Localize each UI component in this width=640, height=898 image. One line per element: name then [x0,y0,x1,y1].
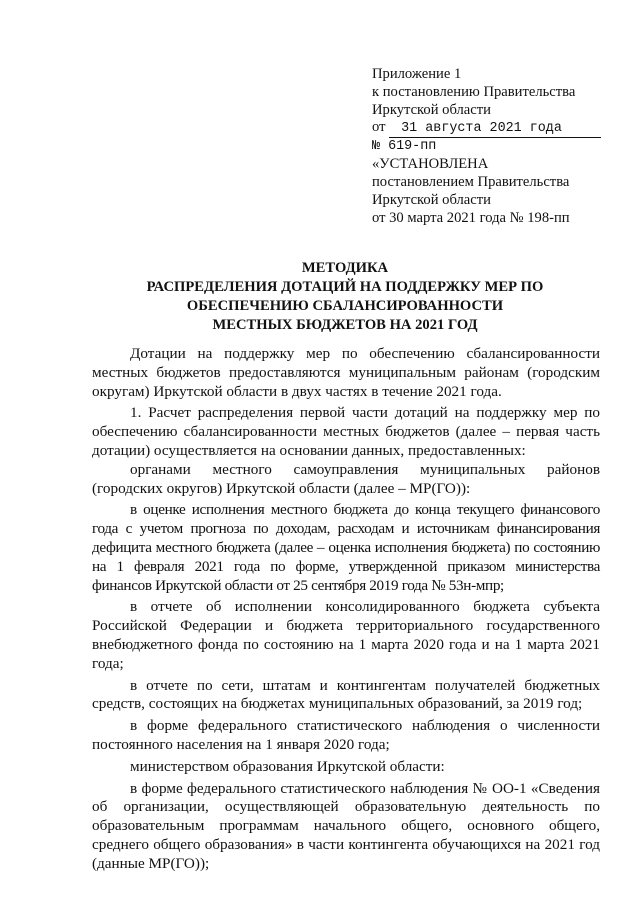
paragraph-oo1-form: в форме федерального статистического наблюдения № ОО-1 «Сведения об организации, осуществляющей образовательную деятельность по образовательным программам начального общего, основного общего, среднего общего образования» в части контингента обучающихся на 2021 год (данные МР(ГО)); [92,779,600,872]
title-line-1: МЕТОДИКА [301,260,389,276]
paragraph-education-ministry: министерством образования Иркутской области: [130,757,445,775]
annex-block [372,66,601,227]
paragraph-budget-estimate: в оценке исполнения местного бюджета до конца текущего финансового года с учетом прогноза по доходам, расходам и источникам финансирования дефицита местного бюджета (далее – оценка исполнения бюджета) по состоянию на 1 февраля 2021 года по форме, утвержденной приказом министерства финансов Иркутской области от 25 сентября 2019 года № 53н-мпр; [92,501,600,594]
annex-date-prefix: от [372,119,386,136]
established-date: от 30 марта 2021 года № 198-пп [372,209,570,226]
paragraph-consolidated-report: в отчете об исполнении консолидированного бюджета субъекта Российской Федерации и бюджета территориального государственного внебюджетного фонда по состоянию на 1 марта 2020 года и на 1 марта 2021 года; [92,598,600,672]
annex-resolution-ref: к постановлению Правительства [372,83,576,100]
established-label: «УСТАНОВЛЕНА [372,156,489,173]
established-region: Иркутской области [372,191,491,208]
established-resolution: постановлением Правительства [372,173,570,190]
paragraph-item-1: 1. Расчет распределения первой части дотаций на поддержку мер по обеспечению сбалансированности местных бюджетов (далее – первая часть дотации) осуществляется на основании данных, предоставленных: [92,404,600,459]
annex-region: Иркутской области [372,101,491,118]
annex-title: Приложение 1 [372,66,462,82]
paragraph-population-form: в форме федерального статистического наблюдения о численности постоянного населения на 1 января 2020 года; [92,717,600,753]
title-line-3: ОБЕСПЕЧЕНИЮ СБАЛАНСИРОВАННОСТИ [186,298,504,314]
title-line-4: МЕСТНЫХ БЮДЖЕТОВ НА 2021 ГОД [212,317,478,333]
document-body [92,345,600,874]
title-line-2: РАСПРЕДЕЛЕНИЯ ДОТАЦИЙ НА ПОДДЕРЖКУ МЕР ПО [146,279,544,295]
paragraph-local-authorities: органами местного самоуправления муниципальных районов (городских округов) Иркутской области (далее – МР(ГО)): [92,460,600,497]
annex-number: № 619-пп [372,139,437,155]
annex-date-line [372,119,601,138]
document-title [90,259,600,335]
paragraph-staff-report: в отчете по сети, штатам и контингентам получателей бюджетных средств, состоящих на бюджетах муниципальных образований, за 2019 год; [92,676,600,713]
paragraph-intro: Дотации на поддержку мер по обеспечению сбалансированности местных бюджетов предоставляются муниципальным районам (городским округам) Иркутской области в двух частях в течение 2021 года. [92,345,600,400]
annex-date-value: 31 августа 2021 года [389,121,601,138]
